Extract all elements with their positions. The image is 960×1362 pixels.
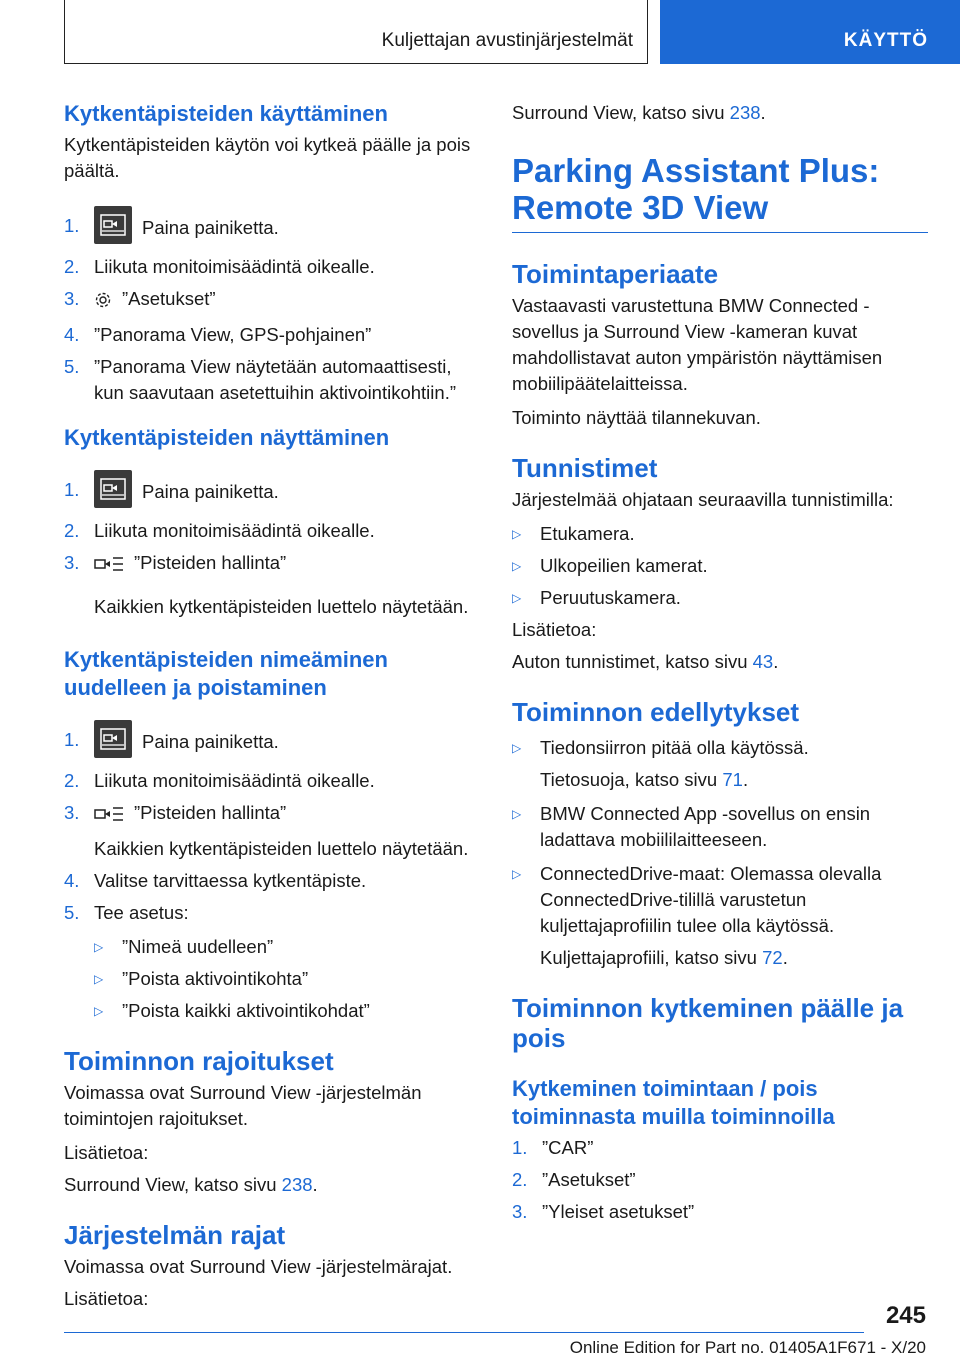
list-item: Ulkopeilien kamerat. — [540, 555, 708, 576]
gear-icon — [94, 290, 112, 316]
step-number: 1. — [64, 729, 80, 750]
step-number: 2. — [64, 520, 80, 541]
triangle-bullet-icon: ▷ — [512, 741, 522, 755]
right-column — [512, 100, 928, 1225]
section-heading: Tunnistimet — [512, 453, 658, 483]
step-text: ”Asetukset” — [122, 288, 216, 309]
step-text: ”Panorama View näytetään automaattisesti, kun saavutaan asetettuihin aktivointikohtiin.” — [94, 356, 456, 403]
step-text: Liikuta monitoimisäädintä oikealle. — [94, 770, 375, 791]
step-text: Liikuta monitoimisäädintä oikealle. — [94, 520, 375, 541]
step-text: Paina painiketta. — [142, 481, 279, 502]
step-list — [64, 206, 482, 406]
step-number: 3. — [512, 1201, 528, 1222]
step-text: ”CAR” — [542, 1137, 594, 1158]
step-number: 3. — [64, 288, 80, 309]
triangle-bullet-icon: ▷ — [512, 807, 522, 821]
chapter-label: KÄYTTÖ — [843, 30, 928, 51]
page-link[interactable]: 238 — [281, 1174, 313, 1195]
triangle-bullet-icon: ▷ — [512, 559, 522, 573]
step-number: 4. — [64, 870, 80, 891]
step-number: 2. — [512, 1169, 528, 1190]
paragraph: Vastaavasti varustettuna BMW Connected -sovellus ja Surround View -kameran kuvat mahdollistavat auton ympäristön näyttämisen mobiilipäätelaitteissa. — [512, 295, 883, 394]
step-list — [64, 470, 482, 580]
list-item: ”Nimeä uudelleen” — [122, 936, 274, 957]
section-heading: Kytkentäpisteiden nimeäminen uudelleen ja poistaminen — [64, 647, 388, 700]
section-heading: Toiminnon kytkeminen päälle ja pois — [512, 993, 904, 1053]
paragraph: Lisätietoa: — [64, 1288, 149, 1309]
step-text: ”Pisteiden hallinta” — [134, 802, 287, 823]
left-column — [64, 100, 482, 1312]
step-number: 5. — [64, 902, 80, 923]
step-number: 1. — [64, 215, 80, 236]
section-heading: Kytkentäpisteiden käyttäminen — [64, 101, 388, 126]
step-number: 3. — [64, 552, 80, 573]
list-item: ConnectedDrive-maat: Olemassa olevalla ConnectedDrive-tilillä varustetun kuljettajaprofiilin tulee olla käytössä. — [540, 863, 882, 936]
page-link[interactable]: 43 — [752, 651, 774, 672]
step-text: ”Asetukset” — [542, 1169, 636, 1190]
paragraph: Voimassa ovat Surround View -järjestelmän toimintojen rajoitukset. — [64, 1082, 422, 1129]
reference: Surround View, katso sivu 238. — [64, 1174, 318, 1195]
step-text: ”Panorama View, GPS-pohjainen” — [94, 324, 372, 345]
footer-divider — [64, 1332, 864, 1333]
step-number: 2. — [64, 256, 80, 277]
triangle-bullet-icon: ▷ — [94, 940, 104, 954]
section-heading: Kytkentäpisteiden näyttäminen — [64, 425, 390, 450]
paragraph: Järjestelmää ohjataan seuraavilla tunnistimilla: — [512, 489, 894, 510]
paragraph: Kytkentäpisteiden käytön voi kytkeä päälle ja pois päältä. — [64, 134, 471, 181]
note: Kaikkien kytkentäpisteiden luettelo näytetään. — [94, 596, 469, 617]
page-number: 245 — [885, 1302, 926, 1329]
list-item: ”Poista kaikki aktivointikohdat” — [122, 1000, 370, 1021]
step-list — [64, 868, 482, 926]
step-list — [512, 1135, 928, 1225]
reference: Auton tunnistimet, katso sivu 43. — [512, 651, 779, 672]
page-link[interactable]: 71 — [722, 769, 743, 790]
step-number: 4. — [64, 324, 80, 345]
chapter-tab — [660, 0, 960, 64]
step-text: Paina painiketta. — [142, 731, 279, 752]
triangle-bullet-icon: ▷ — [94, 972, 104, 986]
step-number: 2. — [64, 770, 80, 791]
paragraph: Voimassa ovat Surround View -järjestelmärajat. — [64, 1256, 453, 1277]
step-text: Liikuta monitoimisäädintä oikealle. — [94, 256, 375, 277]
triangle-bullet-icon: ▷ — [512, 591, 522, 605]
section-heading: Järjestelmän rajat — [64, 1220, 286, 1250]
step-list — [64, 720, 482, 830]
camera-list-icon — [94, 804, 124, 830]
page-link[interactable]: 238 — [729, 102, 761, 123]
step-number: 3. — [64, 802, 80, 823]
section-heading: Toiminnon rajoitukset — [64, 1046, 334, 1076]
list-item: Etukamera. — [540, 523, 635, 544]
list-item: ”Poista aktivointikohta” — [122, 968, 309, 989]
paragraph: Lisätietoa: — [512, 619, 597, 640]
page-link[interactable]: 72 — [762, 947, 783, 968]
sensor-list — [512, 521, 928, 611]
step-text: Paina painiketta. — [142, 217, 279, 238]
header-title: Kuljettajan avustinjärjestelmät — [381, 30, 633, 51]
step-number: 1. — [512, 1137, 528, 1158]
paragraph: Toiminto näyttää tilannekuvan. — [512, 407, 761, 428]
requirements-list — [512, 735, 928, 971]
footer-edition: Online Edition for Part no. 01405A1F671 - X/20 — [569, 1338, 926, 1357]
reference: Surround View, katso sivu 238. — [512, 102, 766, 123]
list-item: Tiedonsiirron pitää olla käytössä. — [540, 737, 809, 758]
step-number: 1. — [64, 479, 80, 500]
step-text: ”Yleiset asetukset” — [542, 1201, 695, 1222]
header-box — [64, 0, 648, 64]
triangle-bullet-icon: ▷ — [512, 867, 522, 881]
chapter-title: Parking Assistant Plus: Remote 3D View — [512, 152, 928, 233]
step-number: 5. — [64, 356, 80, 377]
camera-list-icon — [94, 554, 124, 580]
section-heading: Toiminnon edellytykset — [512, 697, 800, 727]
reference: Tietosuoja, katso sivu 71. — [540, 769, 749, 790]
section-heading: Toimintaperiaate — [512, 259, 719, 289]
list-item: Peruutuskamera. — [540, 587, 681, 608]
triangle-bullet-icon: ▷ — [512, 527, 522, 541]
paragraph: Lisätietoa: — [64, 1142, 149, 1163]
option-list — [94, 934, 482, 1024]
triangle-bullet-icon: ▷ — [94, 1004, 104, 1018]
note: Kaikkien kytkentäpisteiden luettelo näytetään. — [94, 838, 469, 859]
step-text: ”Pisteiden hallinta” — [134, 552, 287, 573]
camera-button-icon — [94, 206, 132, 244]
step-text: Valitse tarvittaessa kytkentäpiste. — [94, 870, 367, 891]
subsection-heading: Kytkeminen toimintaan / pois toiminnasta muilla toiminnoilla — [512, 1076, 835, 1129]
reference: Kuljettajaprofiili, katso sivu 72. — [540, 947, 788, 968]
step-text: Tee asetus: — [94, 902, 189, 923]
camera-button-icon — [94, 720, 132, 758]
camera-button-icon — [94, 470, 132, 508]
list-item: BMW Connected App -sovellus on ensin ladattava mobiililaitteeseen. — [540, 803, 871, 850]
